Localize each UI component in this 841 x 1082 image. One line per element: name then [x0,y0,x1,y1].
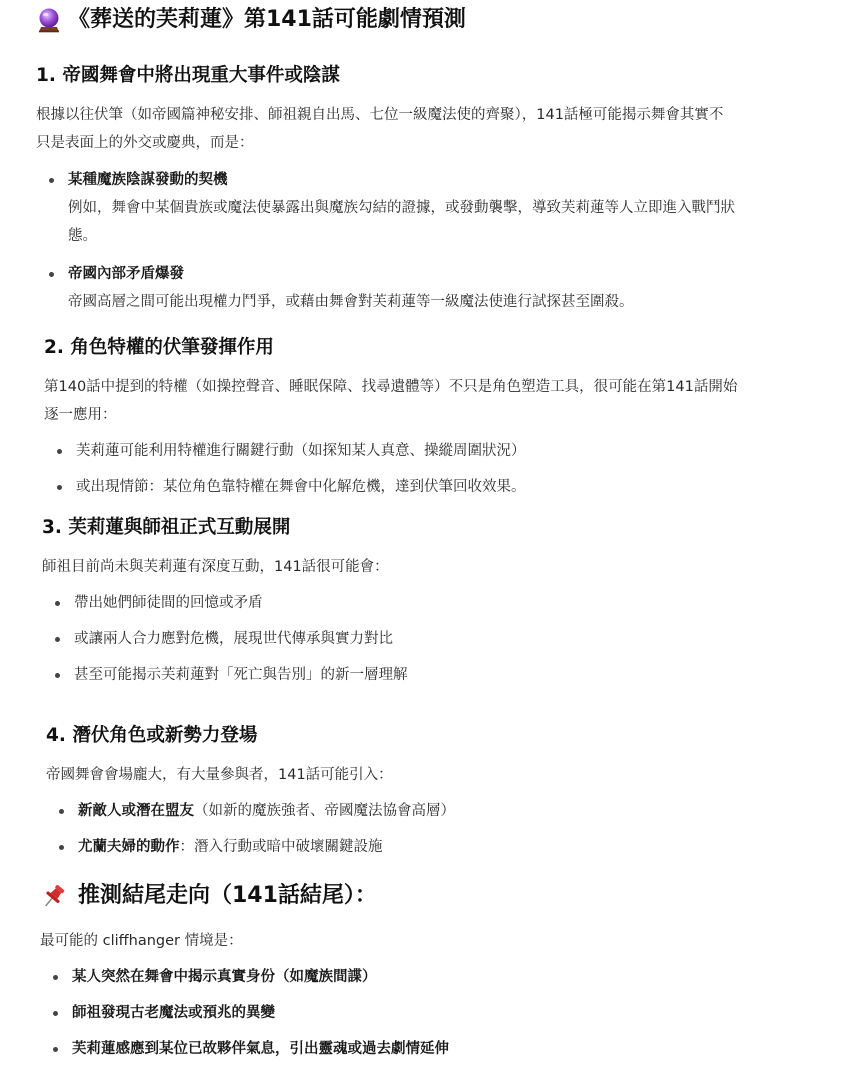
list-item-title: 新敵人或潛在盟友 [78,803,194,819]
list-item [44,166,814,250]
list-item [50,625,810,653]
section-3-heading: 3. 芙莉蓮與師祖正式互動展開 [42,517,291,538]
list-item-desc-line-1: 帝國高層之間可能出現權力鬥爭，或藉由舞會對芙莉蓮等一級魔法使進行試探甚至圍殺。 [68,294,634,310]
section-4-intro-line-1: 帝國舞會會場龐大，有大量參與者，141話可能引入： [46,767,393,783]
ending-intro [40,927,820,955]
ending-heading-text: 推測結尾走向（141話結尾）： [78,883,377,908]
section-2-intro [44,373,824,429]
list-item-title: 帝國內部矛盾爆發 [68,266,184,282]
list-item-title: 尤蘭夫婦的動作 [78,839,180,855]
list-item-text: 或出現情節：某位角色靠特權在舞會中化解危機，達到伏筆回收效果。 [76,479,526,495]
list-item-text: 帶出她們師徒間的回憶或矛盾 [74,595,263,611]
section-4-intro [46,761,826,789]
list-item [52,473,812,501]
list-item [54,797,814,825]
section-4-heading: 4. 潛伏角色或新勢力登場 [46,725,258,746]
ending-list [48,963,808,1063]
list-item [48,999,808,1027]
list-item-text: 師祖發現古老魔法或預兆的異變 [72,1005,275,1021]
bullet-dot [59,845,64,850]
bullet-dot [53,975,58,980]
list-item-desc: ：潛入行動或暗中破壞關鍵設施 [179,839,383,855]
ending-intro-line-1: 最可能的 cliffhanger 情境是： [40,933,243,949]
section-3-intro-line-1: 師祖目前尚未與芙莉蓮有深度互動，141話很可能會： [42,559,389,575]
list-item-text: 某人突然在舞會中揭示真實身份（如魔族間諜） [72,969,377,985]
list-item-text: 或讓兩人合力應對危機，展現世代傳承與實力對比 [74,631,393,647]
page-title [36,6,466,34]
list-item [48,1035,808,1063]
list-item [50,661,810,689]
bullet-dot [57,485,62,490]
section-1-intro-line-2: 只是表面上的外交或慶典，而是： [36,135,254,151]
section-2-list [52,437,812,501]
list-item [52,437,812,465]
bullet-dot [53,1011,58,1016]
bullet-dot [55,637,60,642]
section-4-list [54,797,814,861]
bullet-dot [59,809,64,814]
section-2-intro-line-1: 第140話中提到的特權（如操控聲音、睡眠保障、找尋遺體等）不只是角色塑造工具，很可能在第141話開始 [44,379,738,395]
bullet-dot [49,272,54,277]
list-item [48,963,808,991]
list-item-title: 某種魔族陰謀發動的契機 [68,172,228,188]
ending-heading [40,881,377,911]
list-item [44,260,814,316]
bullet-dot [55,673,60,678]
section-2-intro-line-2: 逐一應用： [44,407,117,423]
list-item-text: 芙莉蓮可能利用特權進行關鍵行動（如探知某人真意、操縱周圍狀況） [76,443,526,459]
crystal-ball-icon [36,7,62,33]
pushpin-icon [40,882,68,910]
list-item-text: 甚至可能揭示芙莉蓮對「死亡與告別」的新一層理解 [74,667,408,683]
section-1-list [44,166,814,316]
list-item-desc-line-1: 例如，舞會中某個貴族或魔法使暴露出與魔族勾結的證據，或發動襲擊，導致芙莉蓮等人立即進入戰鬥狀 [68,200,735,216]
list-item-desc-line-2: 態。 [68,228,97,244]
bullet-dot [49,178,54,183]
list-item-desc: （如新的魔族強者、帝國魔法協會高層） [194,803,455,819]
section-1-heading: 1. 帝國舞會中將出現重大事件或陰謀 [36,65,340,86]
list-item [54,833,814,861]
section-1-intro [36,101,816,157]
section-3-list [50,589,810,689]
page-title-text: 《葬送的芙莉蓮》第141話可能劇情預測 [68,7,466,32]
list-item-text: 芙莉蓮感應到某位已故夥伴氣息，引出靈魂或過去劇情延伸 [72,1041,449,1057]
bullet-dot [57,449,62,454]
bullet-dot [53,1047,58,1052]
bullet-dot [55,601,60,606]
section-1-intro-line-1: 根據以往伏筆（如帝國篇神秘安排、師祖親自出馬、七位一級魔法使的齊聚），141話極可能揭示舞會其實不 [36,107,724,123]
section-2-heading: 2. 角色特權的伏筆發揮作用 [44,337,274,358]
section-3-intro [42,553,822,581]
list-item [50,589,810,617]
